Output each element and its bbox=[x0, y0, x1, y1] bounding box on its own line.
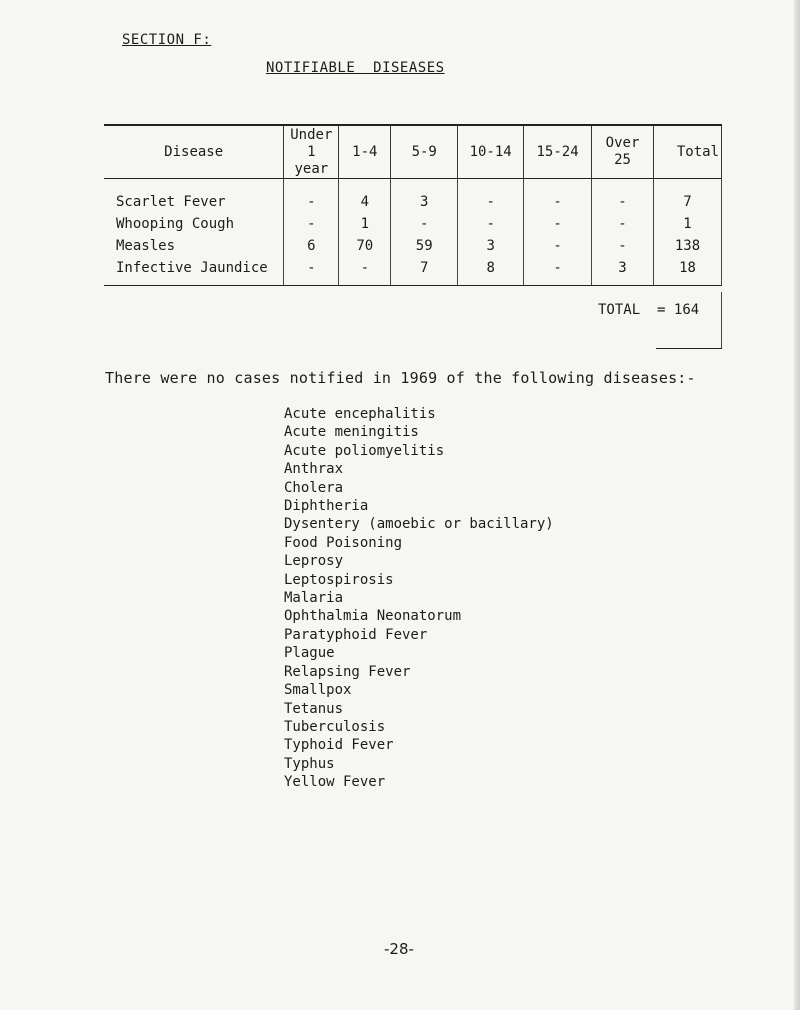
list-item: Diphtheria bbox=[284, 498, 369, 515]
table-cell: - bbox=[458, 213, 524, 235]
list-item: Relapsing Fever bbox=[284, 663, 411, 680]
total-divider bbox=[721, 292, 722, 348]
column-header: 5-9 bbox=[391, 125, 458, 179]
list-item: Leprosy bbox=[284, 553, 344, 570]
total-underline bbox=[656, 348, 722, 349]
column-header: Disease bbox=[104, 125, 284, 179]
list-item: Anthrax bbox=[284, 461, 344, 478]
table-cell: 3 bbox=[458, 235, 524, 257]
column-header: Total bbox=[654, 125, 722, 179]
table-cell: - bbox=[592, 235, 654, 257]
column-header: 10-14 bbox=[458, 125, 524, 179]
total-equals: = bbox=[657, 302, 666, 318]
table-cell: 7 bbox=[654, 179, 722, 214]
table-cell: 8 bbox=[458, 257, 524, 286]
list-item: Malaria bbox=[284, 590, 344, 607]
list-item: Leptospirosis bbox=[284, 571, 394, 588]
list-item: Plague bbox=[284, 645, 335, 662]
list-item: Typhoid Fever bbox=[284, 737, 394, 754]
table-cell: - bbox=[592, 179, 654, 214]
table-cell: - bbox=[391, 213, 458, 235]
list-item: Smallpox bbox=[284, 682, 352, 699]
list-item: Paratyphoid Fever bbox=[284, 626, 428, 643]
table-row bbox=[104, 213, 722, 235]
table-cell: - bbox=[524, 179, 592, 214]
notifiable-diseases-table bbox=[104, 124, 722, 286]
column-header: 15-24 bbox=[524, 125, 592, 179]
section-heading: SECTION F: bbox=[122, 32, 212, 48]
column-header: Under 1 year bbox=[284, 125, 339, 179]
list-item: Tetanus bbox=[284, 700, 344, 717]
intro-text: There were no cases notified in 1969 of the following diseases:- bbox=[105, 369, 696, 387]
column-header: 1-4 bbox=[339, 125, 391, 179]
table-cell: 3 bbox=[592, 257, 654, 286]
table-cell: 18 bbox=[654, 257, 722, 286]
list-item: Typhus bbox=[284, 755, 335, 772]
table-cell: 1 bbox=[339, 213, 391, 235]
table-cell: Infective Jaundice bbox=[104, 257, 284, 286]
table-header-row bbox=[104, 125, 722, 179]
table-cell: 7 bbox=[391, 257, 458, 286]
list-item: Yellow Fever bbox=[284, 774, 386, 791]
table-cell: Scarlet Fever bbox=[116, 194, 226, 210]
table-cell: Whooping Cough bbox=[116, 216, 235, 232]
table-cell: 138 bbox=[654, 235, 722, 257]
table-total bbox=[598, 302, 699, 318]
total-label: TOTAL bbox=[598, 302, 641, 318]
list-item: Acute meningitis bbox=[284, 424, 419, 441]
table-cell: - bbox=[458, 179, 524, 214]
list-item: Ophthalmia Neonatorum bbox=[284, 608, 462, 625]
table-cell: 1 bbox=[654, 213, 722, 235]
list-item: Food Poisoning bbox=[284, 534, 403, 551]
page-title-text: NOTIFIABLE DISEASES bbox=[266, 60, 445, 76]
table-cell: 70 bbox=[339, 235, 391, 257]
table-cell: 3 bbox=[391, 179, 458, 214]
list-item: Cholera bbox=[284, 479, 344, 496]
table-cell: 6 bbox=[284, 235, 339, 257]
table-row bbox=[104, 257, 722, 286]
list-item: Acute poliomyelitis bbox=[284, 442, 445, 459]
table-cell: - bbox=[284, 179, 339, 214]
table-row bbox=[104, 235, 722, 257]
list-item: Dysentery (amoebic or bacillary) bbox=[284, 516, 554, 533]
list-item: Tuberculosis bbox=[284, 718, 386, 735]
diseases-not-notified-list bbox=[284, 405, 554, 792]
table-cell: - bbox=[524, 213, 592, 235]
table-cell: - bbox=[592, 213, 654, 235]
page-number: -28- bbox=[384, 940, 414, 958]
page-edge bbox=[794, 0, 800, 1010]
table-cell: - bbox=[284, 213, 339, 235]
table-cell: Measles bbox=[116, 238, 176, 254]
list-item: Acute encephalitis bbox=[284, 406, 436, 422]
table-row bbox=[104, 179, 722, 214]
table-cell: - bbox=[524, 235, 592, 257]
table-cell: 59 bbox=[391, 235, 458, 257]
table-cell: - bbox=[284, 257, 339, 286]
column-header: Over 25 bbox=[592, 125, 654, 179]
table-cell: - bbox=[339, 257, 391, 286]
table-cell: - bbox=[524, 257, 592, 286]
total-value: 164 bbox=[673, 302, 700, 318]
page-title bbox=[266, 60, 445, 76]
table-cell: 4 bbox=[339, 179, 391, 214]
